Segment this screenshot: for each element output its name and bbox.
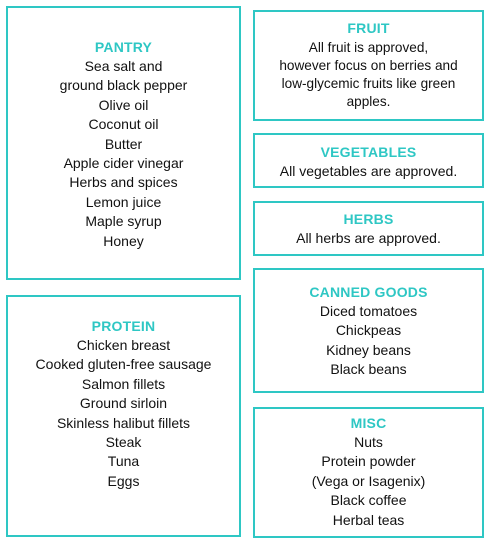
list-item: Honey bbox=[103, 232, 144, 249]
canned-goods-box bbox=[253, 268, 484, 393]
list-item: Ground sirloin bbox=[79, 395, 168, 412]
herbs-text: All herbs are approved. bbox=[296, 230, 441, 246]
list-item: Coconut oil bbox=[88, 116, 159, 133]
list-item: Nuts bbox=[354, 434, 383, 450]
fruit-box bbox=[253, 10, 484, 121]
herbs-box bbox=[253, 201, 484, 256]
fruit-text-line: apples. bbox=[346, 94, 391, 109]
list-item: Lemon juice bbox=[85, 193, 162, 210]
list-item: Olive oil bbox=[98, 96, 149, 113]
protein-box bbox=[6, 295, 241, 537]
list-item: Eggs bbox=[107, 472, 140, 489]
list-item: Protein powder bbox=[321, 453, 416, 470]
list-item: Tuna bbox=[107, 453, 140, 470]
list-item: Diced tomatoes bbox=[319, 303, 418, 319]
fruit-description bbox=[255, 39, 482, 111]
list-item: Apple cider vinegar bbox=[63, 155, 184, 172]
list-item: Black beans bbox=[330, 361, 407, 378]
pantry-heading: PANTRY bbox=[94, 39, 153, 55]
list-item: Butter bbox=[104, 135, 143, 152]
list-item: Herbs and spices bbox=[69, 174, 178, 191]
fruit-text-line: low-glycemic fruits like green bbox=[281, 76, 456, 91]
pantry-box bbox=[6, 6, 241, 280]
herbs-heading: HERBS bbox=[343, 211, 394, 227]
list-item: Sea salt and bbox=[84, 58, 163, 74]
list-item: Salmon fillets bbox=[81, 375, 166, 392]
fruit-text-line: All fruit is approved, bbox=[308, 40, 429, 55]
list-item: Cooked gluten-free sausage bbox=[35, 356, 212, 373]
list-item: Herbal teas bbox=[332, 511, 405, 528]
list-item: ground black pepper bbox=[59, 77, 188, 94]
list-item: Maple syrup bbox=[85, 213, 162, 230]
fruit-text-line: however focus on berries and bbox=[279, 58, 458, 73]
list-item: Chickpeas bbox=[335, 322, 402, 339]
list-item: Kidney beans bbox=[326, 341, 411, 358]
misc-box bbox=[253, 407, 484, 538]
list-item: Black coffee bbox=[330, 492, 407, 509]
vegetables-box bbox=[253, 133, 484, 188]
vegetables-heading: VEGETABLES bbox=[320, 144, 417, 160]
list-item: Skinless halibut fillets bbox=[56, 414, 191, 431]
fruit-heading: FRUIT bbox=[347, 20, 390, 36]
list-item: (Vega or Isagenix) bbox=[311, 472, 426, 489]
misc-heading: MISC bbox=[350, 415, 387, 431]
protein-heading: PROTEIN bbox=[91, 318, 156, 334]
list-item: Chicken breast bbox=[76, 337, 171, 353]
vegetables-text: All vegetables are approved. bbox=[279, 163, 458, 179]
canned-goods-heading: CANNED GOODS bbox=[309, 284, 428, 300]
list-item: Steak bbox=[105, 434, 142, 451]
